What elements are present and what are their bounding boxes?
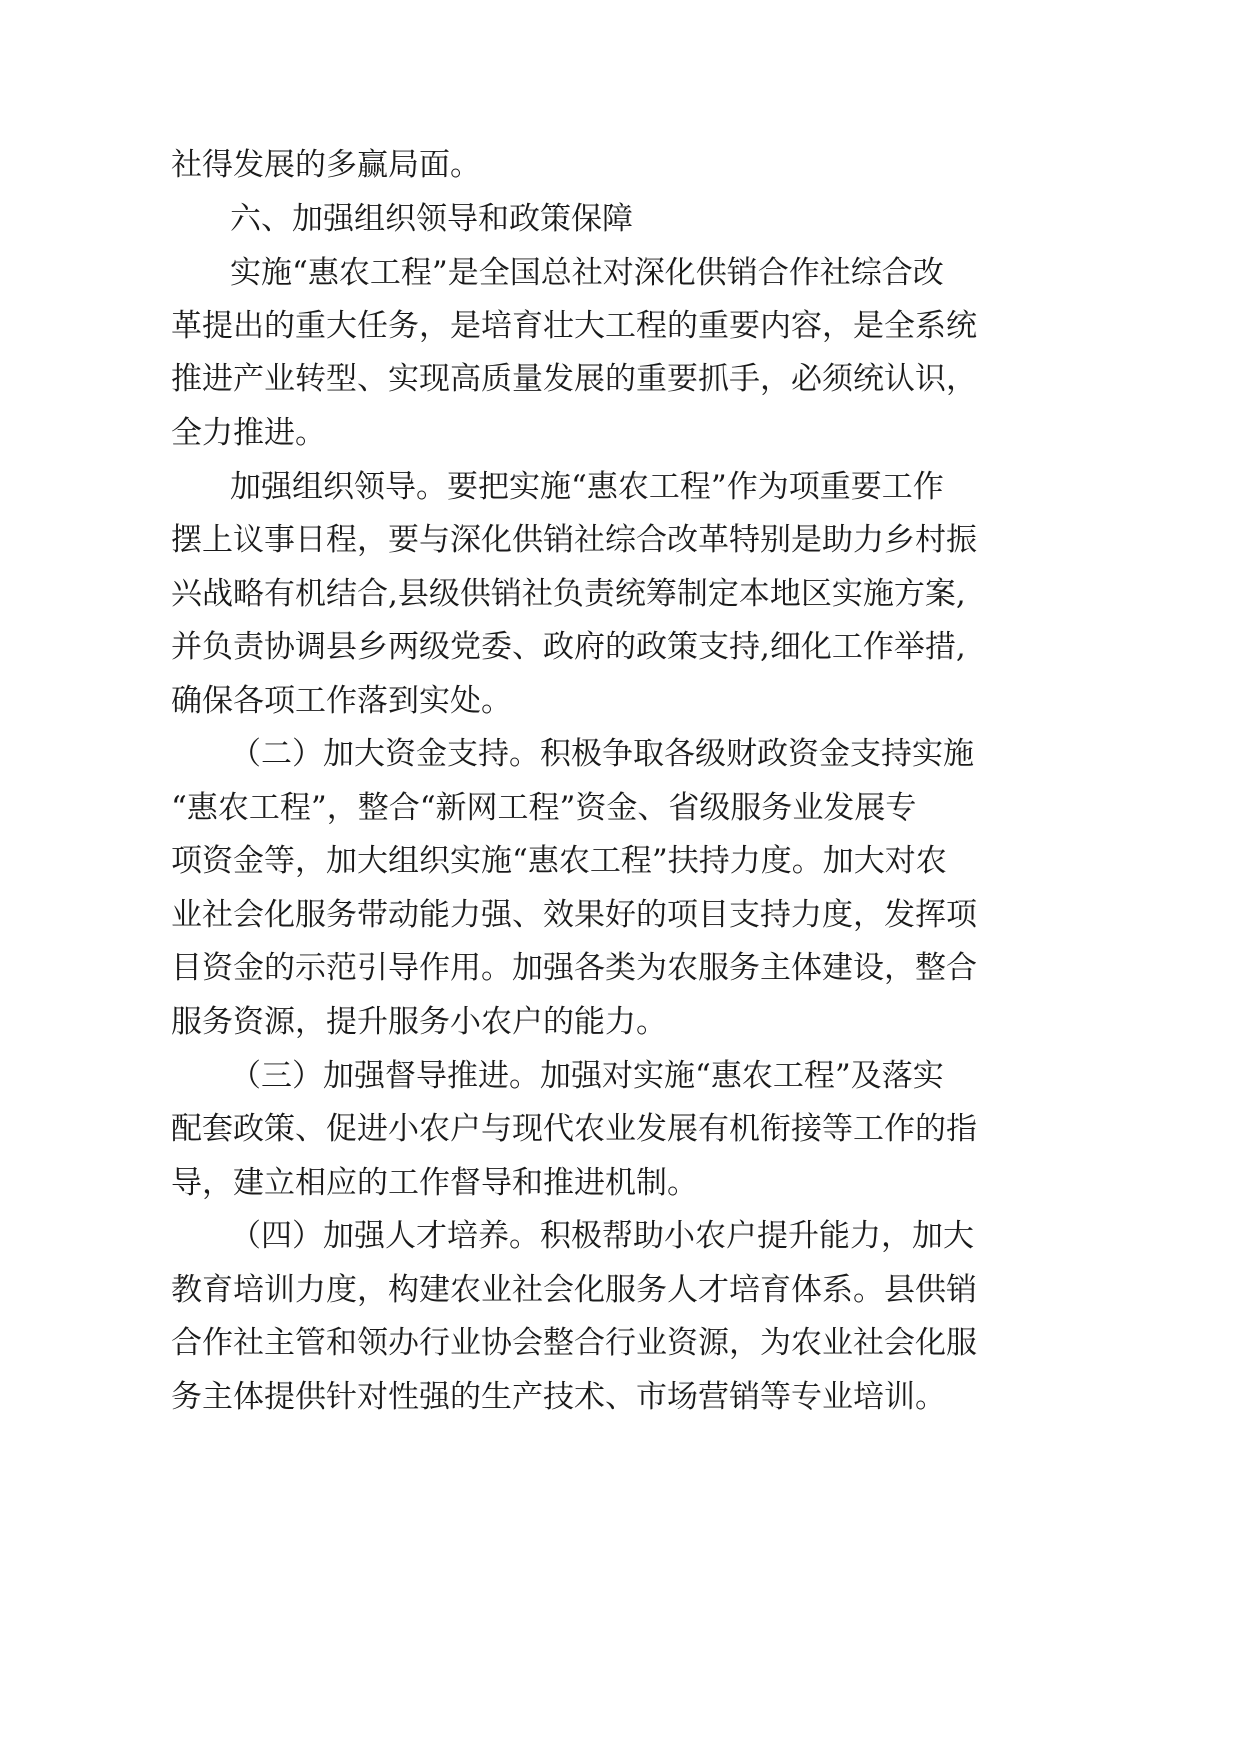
text-line: 目资金的示范引导作用。加强各类为农服务主体建设，整合 [171,950,977,986]
text-line: （三）加强督导推进。加强对实施“惠农工程”及落实 [230,1058,944,1094]
text-line: 全力推进。 [171,415,326,451]
text-line: （二）加大资金支持。积极争取各级财政资金支持实施 [230,736,974,772]
text-line: 加强组织领导。要把实施“惠农工程”作为项重要工作 [230,469,944,505]
text-line: 务主体提供针对性强的生产技术、市场营销等专业培训。 [171,1379,946,1415]
text-line: “惠农工程”，整合“新网工程”资金、省级服务业发展专 [171,790,917,826]
text-line: 兴战略有机结合,县级供销社负责统筹制定本地区实施方案, [171,576,966,612]
text-line: 业社会化服务带动能力强、效果好的项目支持力度，发挥项 [171,897,977,933]
text-line: 服务资源，提升服务小农户的能力。 [171,1004,667,1040]
section-heading: 六、加强组织领导和政策保障 [230,201,633,237]
text-line: 实施“惠农工程”是全国总社对深化供销合作社综合改 [230,255,944,291]
text-line: 推进产业转型、实现高质量发展的重要抓手，必须统认识， [171,361,977,397]
text-line: 社得发展的多赢局面。 [171,147,481,183]
text-line: 导，建立相应的工作督导和推进机制。 [171,1165,698,1201]
text-line: 项资金等，加大组织实施“惠农工程”扶持力度。加大对农 [171,843,947,879]
text-line: 配套政策、促进小农户与现代农业发展有机衔接等工作的指 [171,1111,977,1147]
text-line: 合作社主管和领办行业协会整合行业资源，为农业社会化服 [171,1325,977,1361]
text-line: 并负责协调县乡两级党委、政府的政策支持,细化工作举措, [171,629,966,665]
text-line: （四）加强人才培养。积极帮助小农户提升能力，加大 [230,1218,974,1254]
text-line: 确保各项工作落到实处。 [171,683,512,719]
text-line: 革提出的重大任务，是培育壮大工程的重要内容，是全系统 [171,308,977,344]
text-line: 教育培训力度，构建农业社会化服务人才培育体系。县供销 [171,1272,977,1308]
text-line: 摆上议事日程，要与深化供销社综合改革特别是助力乡村振 [171,522,977,558]
